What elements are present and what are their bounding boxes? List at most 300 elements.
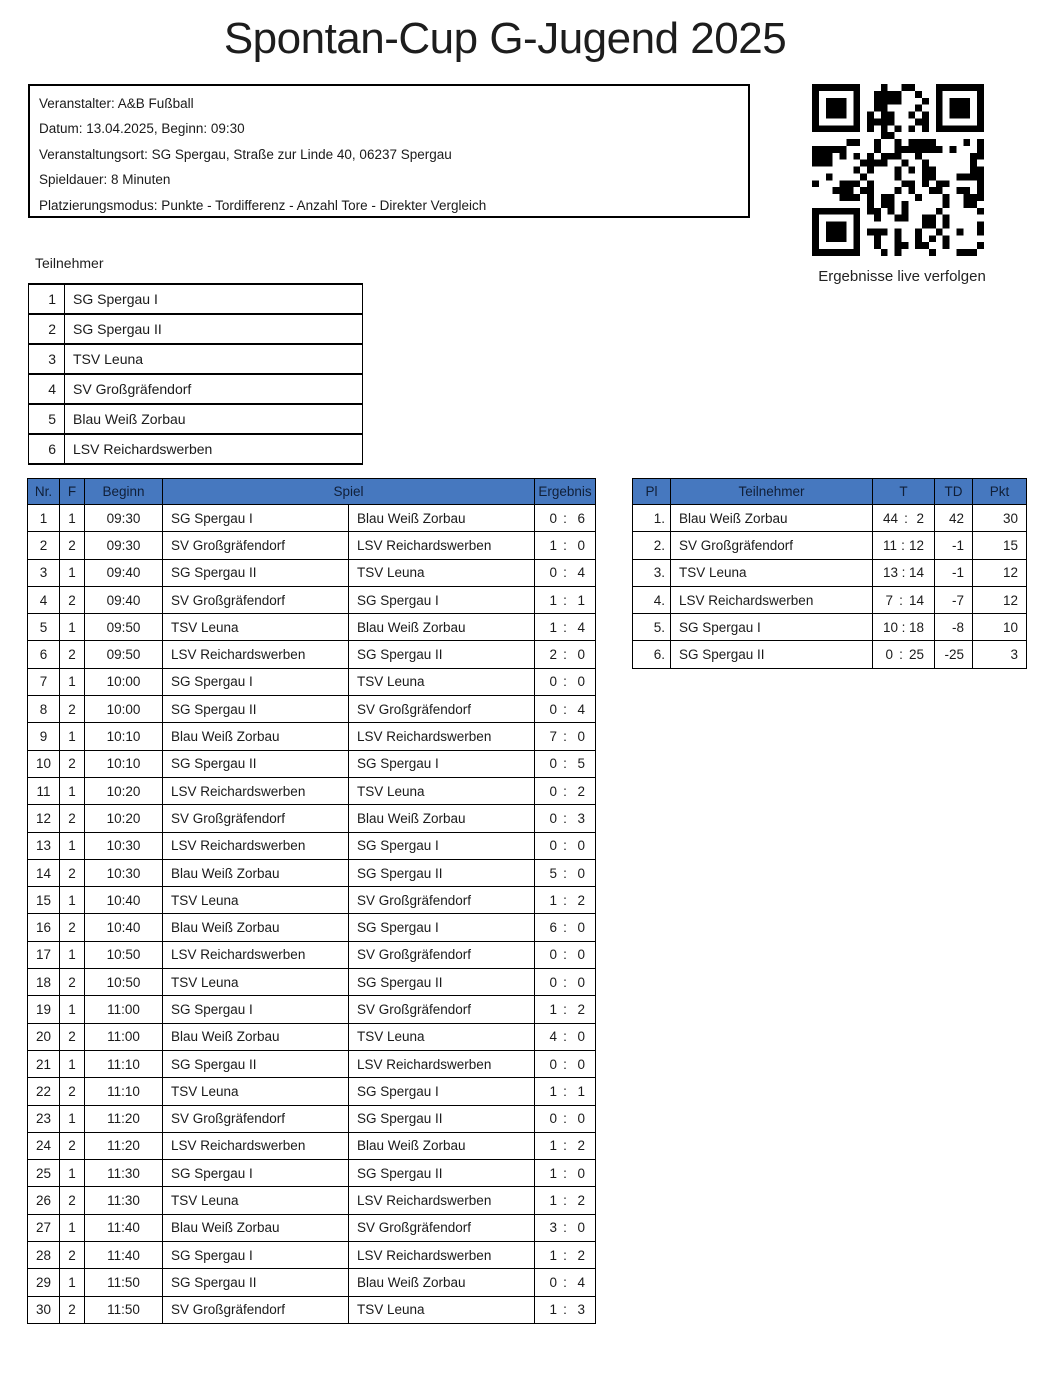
- match-row: [28, 777, 596, 804]
- home-team: SG Spergau II: [163, 559, 349, 586]
- score-away: 2: [577, 1001, 585, 1017]
- score-separator: :: [563, 756, 567, 772]
- match-number: 30: [28, 1296, 60, 1323]
- match-result: [535, 1296, 596, 1323]
- standings-row: [633, 614, 1027, 641]
- home-team: SG Spergau I: [163, 1242, 349, 1269]
- score-separator: :: [563, 674, 567, 690]
- field-number: 1: [60, 832, 85, 859]
- away-team: SG Spergau I: [349, 750, 535, 777]
- standing-points: 15: [973, 532, 1027, 559]
- score-separator: :: [563, 1247, 567, 1263]
- home-team: SG Spergau II: [163, 1269, 349, 1296]
- match-row: [28, 996, 596, 1023]
- score-separator: :: [563, 565, 567, 581]
- home-team: SV Großgräfendorf: [163, 586, 349, 613]
- kickoff-time: 11:30: [85, 1187, 163, 1214]
- match-row: [28, 832, 596, 859]
- score-away: 0: [577, 1029, 585, 1045]
- info-organizer: Veranstalter: A&B Fußball: [39, 96, 194, 111]
- kickoff-time: 10:50: [85, 941, 163, 968]
- standings-body: [633, 505, 1027, 669]
- away-team: LSV Reichardswerben: [349, 723, 535, 750]
- kickoff-time: 10:50: [85, 969, 163, 996]
- score-away: 2: [577, 892, 585, 908]
- away-team: SG Spergau II: [349, 859, 535, 886]
- match-number: 11: [28, 777, 60, 804]
- info-ranking-mode: Platzierungsmodus: Punkte - Tordifferenz - Anzahl Tore - Direkter Vergleich: [39, 197, 487, 213]
- score-separator: :: [899, 592, 903, 608]
- match-result: [535, 696, 596, 723]
- home-team: SG Spergau I: [163, 996, 349, 1023]
- field-number: 2: [60, 969, 85, 996]
- standing-points: 30: [973, 505, 1027, 532]
- standing-goal-diff: -25: [935, 641, 973, 668]
- field-number: 1: [60, 887, 85, 914]
- match-row: [28, 969, 596, 996]
- match-number: 27: [28, 1214, 60, 1241]
- field-number: 2: [60, 586, 85, 613]
- away-team: LSV Reichardswerben: [349, 1187, 535, 1214]
- match-row: [28, 750, 596, 777]
- score-separator: :: [563, 974, 567, 990]
- score-away: 0: [577, 865, 585, 881]
- match-result: [535, 941, 596, 968]
- match-row: [28, 1105, 596, 1132]
- field-number: 2: [60, 914, 85, 941]
- score-home: 1: [549, 1247, 557, 1263]
- standing-place: 2.: [633, 532, 671, 559]
- schedule-header-ergebnis: Ergebnis: [535, 479, 596, 505]
- standings-header-teilnehmer: Teilnehmer: [671, 479, 873, 505]
- match-number: 4: [28, 586, 60, 613]
- score-separator: :: [904, 510, 908, 526]
- score-home: 7: [549, 729, 557, 745]
- standing-place: 3.: [633, 559, 671, 586]
- participant-number: 5: [29, 404, 65, 434]
- home-team: Blau Weiß Zorbau: [163, 1214, 349, 1241]
- standing-points: 10: [973, 614, 1027, 641]
- score-separator: :: [901, 565, 906, 581]
- score-home: 1: [549, 1138, 557, 1154]
- match-number: 19: [28, 996, 60, 1023]
- score-home: 0: [549, 1056, 557, 1072]
- field-number: 2: [60, 859, 85, 886]
- kickoff-time: 11:50: [85, 1269, 163, 1296]
- home-team: SG Spergau II: [163, 696, 349, 723]
- score-home: 1: [549, 592, 557, 608]
- score-separator: :: [563, 592, 567, 608]
- match-result: [535, 805, 596, 832]
- home-team: SG Spergau II: [163, 1050, 349, 1077]
- kickoff-time: 11:00: [85, 1023, 163, 1050]
- participant-row: [29, 404, 363, 434]
- match-result: [535, 1160, 596, 1187]
- participant-name: TSV Leuna: [65, 344, 363, 374]
- score-separator: :: [563, 838, 567, 854]
- match-number: 24: [28, 1132, 60, 1159]
- away-team: Blau Weiß Zorbau: [349, 1269, 535, 1296]
- score-home: 1: [549, 1193, 557, 1209]
- participant-name: SG Spergau I: [65, 284, 363, 314]
- score-away: 0: [577, 1056, 585, 1072]
- home-team: SV Großgräfendorf: [163, 805, 349, 832]
- home-team: TSV Leuna: [163, 969, 349, 996]
- field-number: 2: [60, 1187, 85, 1214]
- away-team: SG Spergau I: [349, 832, 535, 859]
- score-separator: :: [899, 647, 903, 663]
- match-number: 3: [28, 559, 60, 586]
- kickoff-time: 10:00: [85, 668, 163, 695]
- kickoff-time: 09:50: [85, 614, 163, 641]
- score-home: 1: [549, 1083, 557, 1099]
- score-away: 2: [577, 783, 585, 799]
- standings-header-td: TD: [935, 479, 973, 505]
- kickoff-time: 09:40: [85, 586, 163, 613]
- score-separator: :: [901, 537, 905, 553]
- standing-goals: [873, 505, 935, 532]
- match-result: [535, 668, 596, 695]
- match-number: 7: [28, 668, 60, 695]
- match-number: 10: [28, 750, 60, 777]
- match-result: [535, 750, 596, 777]
- field-number: 1: [60, 614, 85, 641]
- score-away: 6: [577, 510, 585, 526]
- kickoff-time: 10:40: [85, 887, 163, 914]
- away-team: Blau Weiß Zorbau: [349, 614, 535, 641]
- score-away: 12: [908, 537, 924, 553]
- field-number: 1: [60, 559, 85, 586]
- score-away: 0: [577, 838, 585, 854]
- standing-goal-diff: -7: [935, 586, 973, 613]
- tournament-info-box: [28, 84, 750, 218]
- match-row: [28, 1269, 596, 1296]
- standings-row: [633, 559, 1027, 586]
- away-team: TSV Leuna: [349, 1023, 535, 1050]
- standing-team: SG Spergau I: [671, 614, 873, 641]
- match-row: [28, 1187, 596, 1214]
- score-separator: :: [563, 510, 567, 526]
- match-number: 20: [28, 1023, 60, 1050]
- standing-goals: [873, 559, 935, 586]
- score-separator: :: [563, 1220, 567, 1236]
- away-team: TSV Leuna: [349, 777, 535, 804]
- standing-team: SG Spergau II: [671, 641, 873, 668]
- score-home: 0: [549, 838, 557, 854]
- match-row: [28, 614, 596, 641]
- participants-heading: Teilnehmer: [35, 255, 104, 271]
- match-row: [28, 559, 596, 586]
- away-team: SG Spergau I: [349, 914, 535, 941]
- match-number: 15: [28, 887, 60, 914]
- field-number: 1: [60, 1160, 85, 1187]
- score-away: 0: [577, 947, 585, 963]
- score-home: 0: [549, 810, 557, 826]
- home-team: SG Spergau II: [163, 750, 349, 777]
- match-number: 28: [28, 1242, 60, 1269]
- standing-place: 4.: [633, 586, 671, 613]
- score-away: 1: [577, 592, 585, 608]
- match-row: [28, 723, 596, 750]
- field-number: 1: [60, 777, 85, 804]
- match-result: [535, 777, 596, 804]
- score-home: 0: [549, 565, 557, 581]
- away-team: TSV Leuna: [349, 559, 535, 586]
- score-away: 3: [577, 1302, 585, 1318]
- score-separator: :: [563, 947, 567, 963]
- away-team: SG Spergau I: [349, 1078, 535, 1105]
- field-number: 1: [60, 668, 85, 695]
- match-result: [535, 1187, 596, 1214]
- match-row: [28, 887, 596, 914]
- qr-caption: Ergebnisse live verfolgen: [818, 268, 986, 285]
- away-team: SV Großgräfendorf: [349, 941, 535, 968]
- home-team: LSV Reichardswerben: [163, 777, 349, 804]
- match-result: [535, 1105, 596, 1132]
- score-home: 0: [549, 756, 557, 772]
- match-result: [535, 1242, 596, 1269]
- score-home: 1: [549, 892, 557, 908]
- participant-row: [29, 434, 363, 464]
- match-row: [28, 914, 596, 941]
- match-row: [28, 1160, 596, 1187]
- field-number: 2: [60, 532, 85, 559]
- score-separator: :: [563, 865, 567, 881]
- kickoff-time: 10:30: [85, 832, 163, 859]
- score-away: 3: [577, 810, 585, 826]
- away-team: TSV Leuna: [349, 1296, 535, 1323]
- away-team: Blau Weiß Zorbau: [349, 505, 535, 532]
- match-number: 1: [28, 505, 60, 532]
- standing-points: 12: [973, 559, 1027, 586]
- standings-header-pkt: Pkt: [973, 479, 1027, 505]
- field-number: 1: [60, 505, 85, 532]
- match-row: [28, 696, 596, 723]
- score-separator: :: [563, 537, 567, 553]
- home-team: TSV Leuna: [163, 1187, 349, 1214]
- score-home: 4: [549, 1029, 557, 1045]
- score-home: 11: [883, 537, 898, 553]
- match-row: [28, 668, 596, 695]
- score-separator: :: [563, 1165, 567, 1181]
- home-team: TSV Leuna: [163, 887, 349, 914]
- home-team: TSV Leuna: [163, 1078, 349, 1105]
- field-number: 2: [60, 1242, 85, 1269]
- standing-points: 3: [973, 641, 1027, 668]
- score-separator: :: [563, 892, 567, 908]
- participant-row: [29, 314, 363, 344]
- away-team: Blau Weiß Zorbau: [349, 805, 535, 832]
- participant-name: Blau Weiß Zorbau: [65, 404, 363, 434]
- match-number: 8: [28, 696, 60, 723]
- score-separator: :: [563, 1001, 567, 1017]
- score-away: 0: [577, 974, 585, 990]
- away-team: SV Großgräfendorf: [349, 887, 535, 914]
- match-number: 6: [28, 641, 60, 668]
- home-team: LSV Reichardswerben: [163, 832, 349, 859]
- participant-name: SV Großgräfendorf: [65, 374, 363, 404]
- match-result: [535, 559, 596, 586]
- participant-number: 6: [29, 434, 65, 464]
- home-team: LSV Reichardswerben: [163, 641, 349, 668]
- score-away: 2: [577, 1247, 585, 1263]
- standings-row: [633, 505, 1027, 532]
- standings-row: [633, 586, 1027, 613]
- participant-row: [29, 374, 363, 404]
- kickoff-time: 11:20: [85, 1132, 163, 1159]
- match-result: [535, 505, 596, 532]
- match-number: 17: [28, 941, 60, 968]
- home-team: Blau Weiß Zorbau: [163, 914, 349, 941]
- schedule-body: [28, 505, 596, 1324]
- away-team: LSV Reichardswerben: [349, 1050, 535, 1077]
- participant-number: 1: [29, 284, 65, 314]
- score-home: 0: [549, 783, 557, 799]
- kickoff-time: 11:10: [85, 1050, 163, 1077]
- score-home: 1: [549, 1302, 557, 1318]
- schedule-header-spiel: Spiel: [163, 479, 535, 505]
- standing-place: 6.: [633, 641, 671, 668]
- score-separator: :: [563, 729, 567, 745]
- standing-goals: [873, 532, 935, 559]
- score-home: 0: [549, 701, 557, 717]
- participant-number: 3: [29, 344, 65, 374]
- kickoff-time: 10:40: [85, 914, 163, 941]
- home-team: SV Großgräfendorf: [163, 532, 349, 559]
- score-away: 4: [577, 619, 585, 635]
- schedule-table: [27, 478, 596, 1324]
- standing-team: Blau Weiß Zorbau: [671, 505, 873, 532]
- score-separator: :: [563, 701, 567, 717]
- participant-row: [29, 344, 363, 374]
- standing-goal-diff: -1: [935, 559, 973, 586]
- away-team: SV Großgräfendorf: [349, 1214, 535, 1241]
- score-home: 0: [549, 947, 557, 963]
- kickoff-time: 10:20: [85, 805, 163, 832]
- match-row: [28, 1023, 596, 1050]
- match-number: 16: [28, 914, 60, 941]
- away-team: Blau Weiß Zorbau: [349, 1132, 535, 1159]
- away-team: SV Großgräfendorf: [349, 696, 535, 723]
- score-separator: :: [563, 1138, 567, 1154]
- match-number: 9: [28, 723, 60, 750]
- away-team: LSV Reichardswerben: [349, 532, 535, 559]
- score-separator: :: [563, 1029, 567, 1045]
- away-team: SG Spergau I: [349, 586, 535, 613]
- schedule-header-row: [28, 479, 596, 505]
- match-number: 2: [28, 532, 60, 559]
- field-number: 2: [60, 1132, 85, 1159]
- match-result: [535, 641, 596, 668]
- score-home: 0: [549, 1111, 557, 1127]
- match-result: [535, 1132, 596, 1159]
- match-result: [535, 832, 596, 859]
- field-number: 2: [60, 750, 85, 777]
- away-team: SG Spergau II: [349, 1160, 535, 1187]
- field-number: 1: [60, 1105, 85, 1132]
- match-number: 25: [28, 1160, 60, 1187]
- score-away: 1: [577, 1083, 585, 1099]
- score-separator: :: [563, 783, 567, 799]
- score-home: 0: [549, 1274, 557, 1290]
- field-number: 1: [60, 941, 85, 968]
- match-number: 26: [28, 1187, 60, 1214]
- score-separator: :: [563, 1274, 567, 1290]
- match-number: 12: [28, 805, 60, 832]
- field-number: 2: [60, 1023, 85, 1050]
- match-row: [28, 859, 596, 886]
- standing-team: TSV Leuna: [671, 559, 873, 586]
- participant-name: SG Spergau II: [65, 314, 363, 344]
- match-row: [28, 532, 596, 559]
- standings-table: [632, 478, 1027, 669]
- score-away: 0: [577, 1111, 585, 1127]
- score-away: 5: [577, 756, 585, 772]
- participant-row: [29, 284, 363, 314]
- standing-goal-diff: -1: [935, 532, 973, 559]
- score-separator: :: [563, 1083, 567, 1099]
- match-result: [535, 969, 596, 996]
- score-home: 0: [549, 674, 557, 690]
- participant-number: 4: [29, 374, 65, 404]
- standing-place: 1.: [633, 505, 671, 532]
- info-duration: Spieldauer: 8 Minuten: [39, 172, 171, 188]
- match-number: 21: [28, 1050, 60, 1077]
- standing-goal-diff: 42: [935, 505, 973, 532]
- match-result: [535, 1214, 596, 1241]
- score-home: 5: [549, 865, 557, 881]
- away-team: TSV Leuna: [349, 668, 535, 695]
- field-number: 2: [60, 1296, 85, 1323]
- match-row: [28, 1078, 596, 1105]
- schedule-header-field: F: [60, 479, 85, 505]
- score-separator: :: [563, 1111, 567, 1127]
- score-away: 0: [577, 1220, 585, 1236]
- field-number: 1: [60, 1269, 85, 1296]
- score-separator: :: [563, 647, 567, 663]
- match-result: [535, 614, 596, 641]
- score-away: 0: [577, 537, 585, 553]
- home-team: TSV Leuna: [163, 614, 349, 641]
- participant-name: LSV Reichardswerben: [65, 434, 363, 464]
- score-home: 1: [549, 1165, 557, 1181]
- score-home: 1: [549, 619, 557, 635]
- score-home: 0: [885, 647, 893, 663]
- score-home: 2: [549, 647, 557, 663]
- score-separator: :: [563, 619, 567, 635]
- kickoff-time: 09:30: [85, 532, 163, 559]
- home-team: SG Spergau I: [163, 1160, 349, 1187]
- score-home: 1: [549, 1001, 557, 1017]
- standings-header-pl: Pl: [633, 479, 671, 505]
- match-row: [28, 586, 596, 613]
- kickoff-time: 09:40: [85, 559, 163, 586]
- match-row: [28, 1132, 596, 1159]
- schedule-header-beginn: Beginn: [85, 479, 163, 505]
- standings-header-row: [633, 479, 1027, 505]
- standing-goals: [873, 586, 935, 613]
- match-result: [535, 723, 596, 750]
- schedule-header-nr: Nr.: [28, 479, 60, 505]
- match-number: 22: [28, 1078, 60, 1105]
- score-away: 4: [577, 565, 585, 581]
- field-number: 2: [60, 805, 85, 832]
- match-result: [535, 1050, 596, 1077]
- match-row: [28, 505, 596, 532]
- match-result: [535, 532, 596, 559]
- standing-team: LSV Reichardswerben: [671, 586, 873, 613]
- participants-body: [29, 284, 363, 464]
